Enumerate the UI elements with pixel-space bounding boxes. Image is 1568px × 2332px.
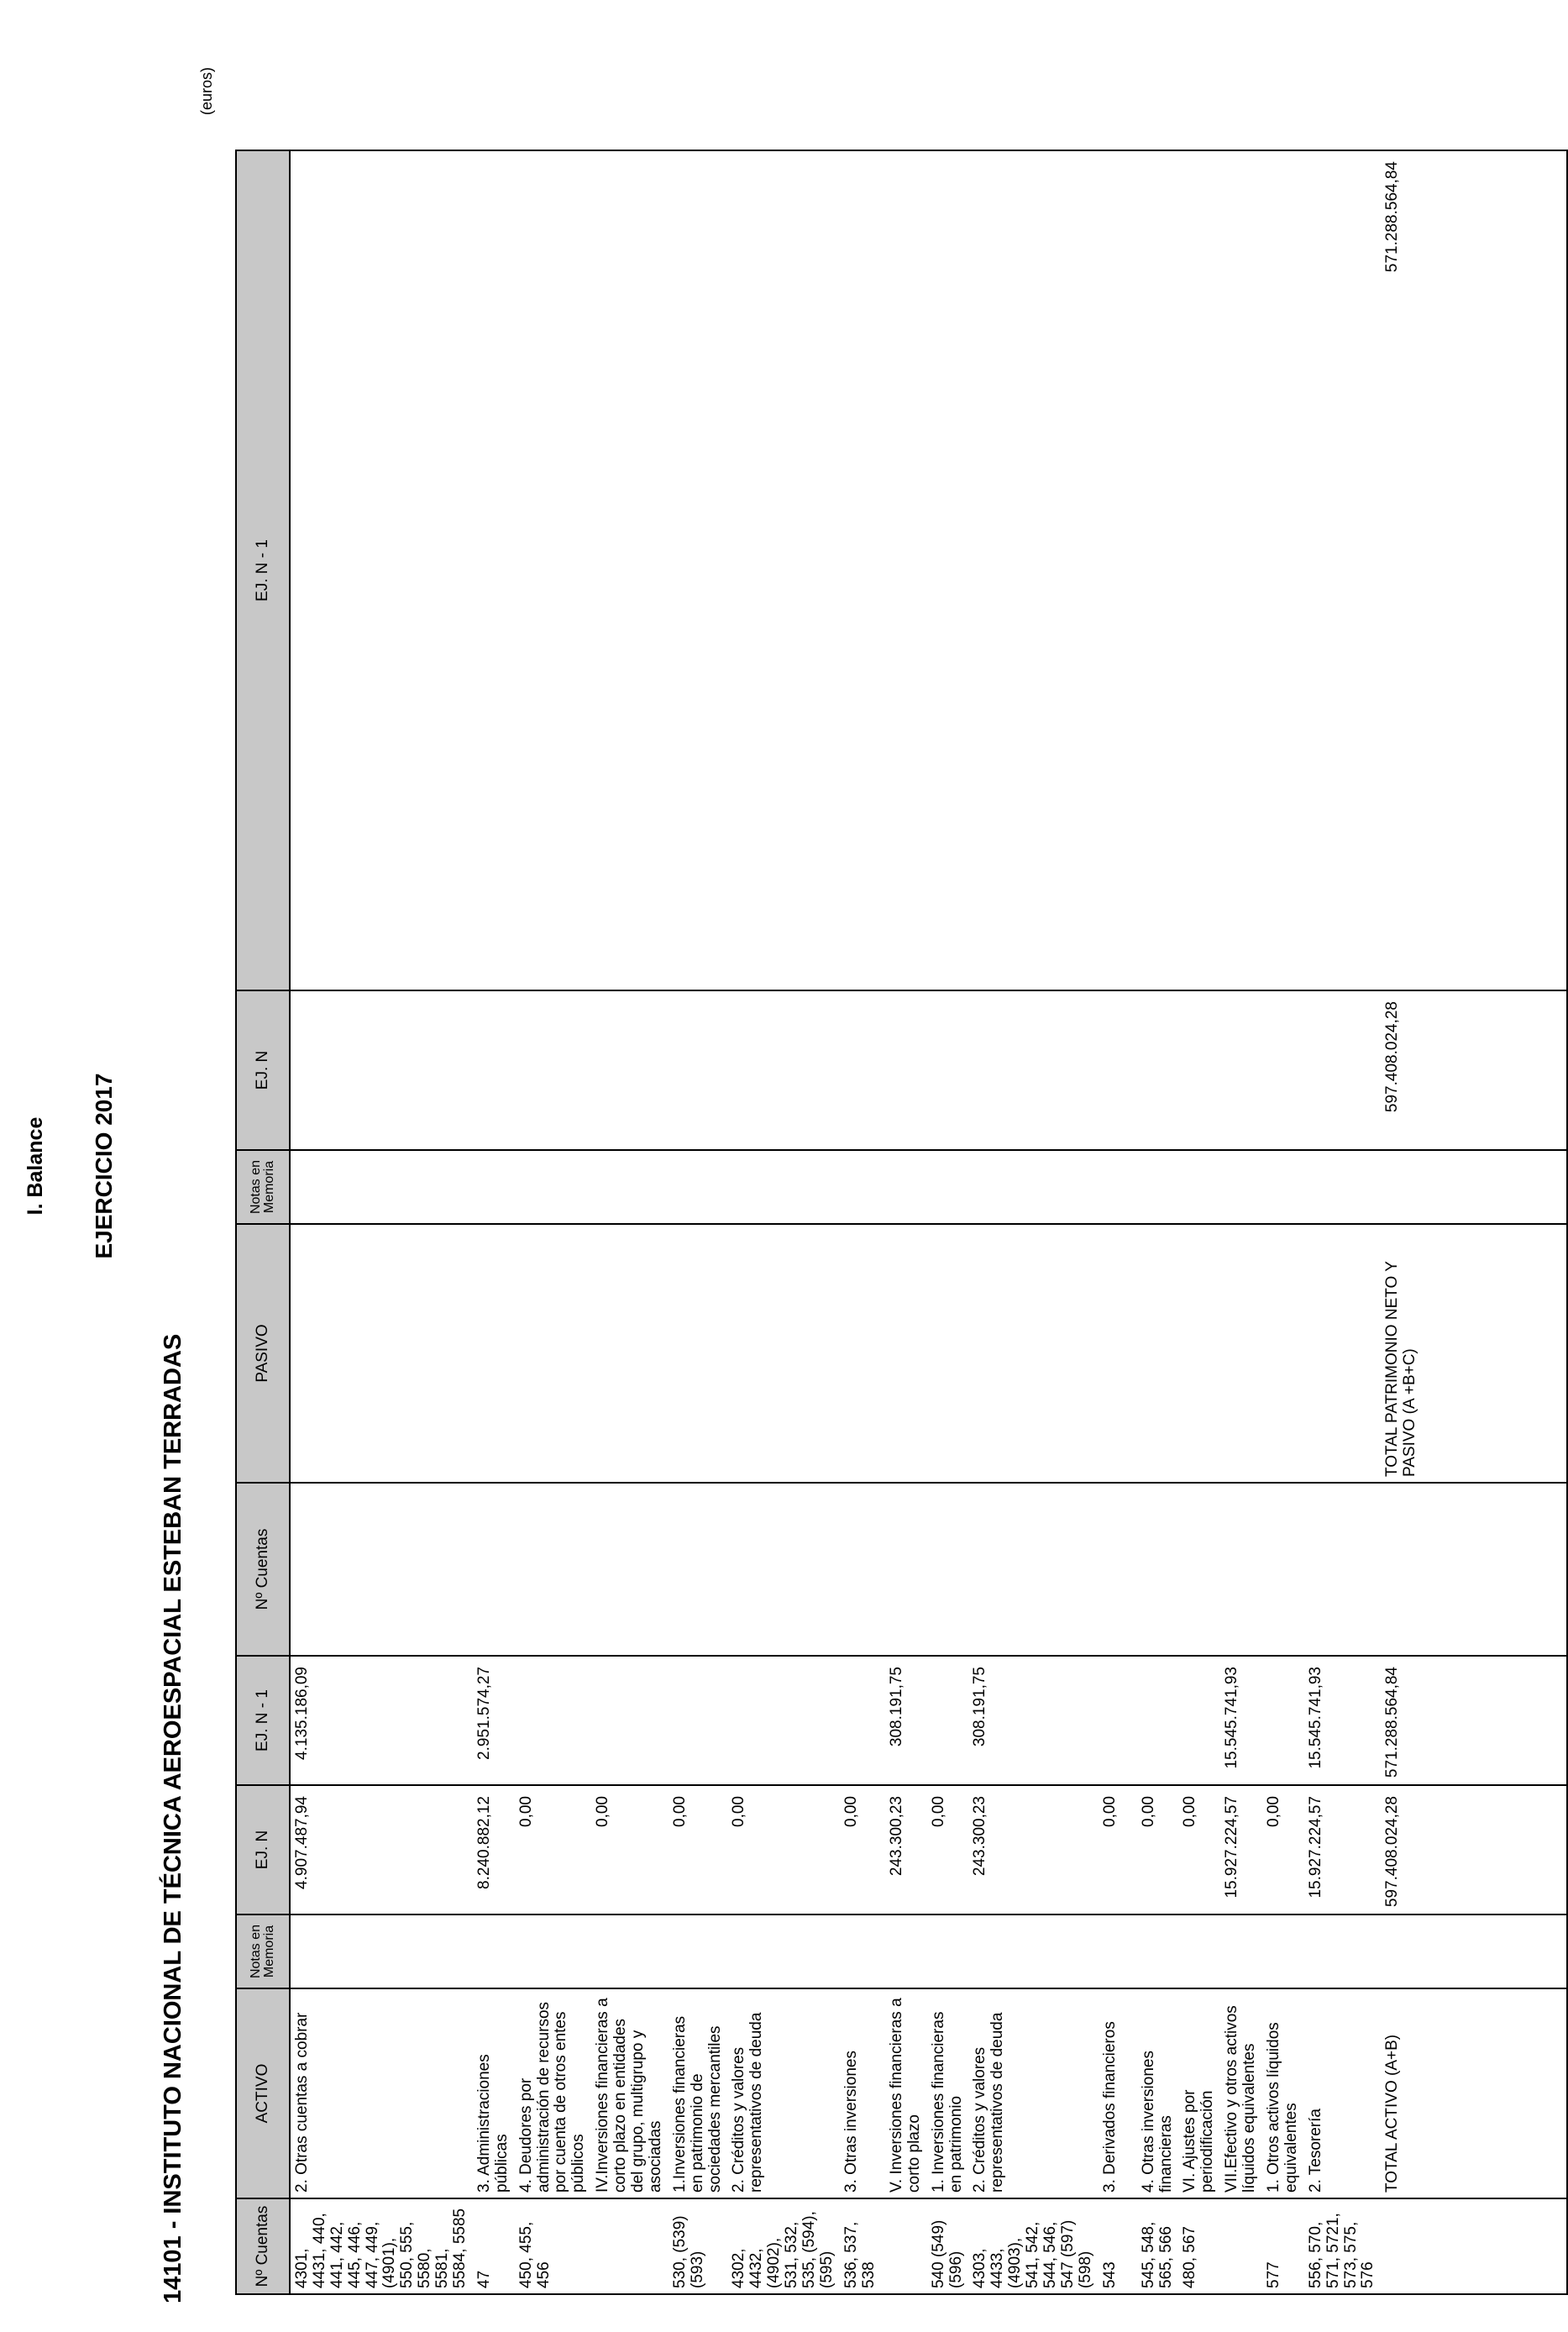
fiscal-year-title: EJERCICIO 2017 (91, 1073, 117, 1259)
cell-notas (1220, 1914, 1262, 1988)
cell-notas (473, 1914, 515, 1988)
cell-ej-n: 8.240.882,12 (473, 1785, 515, 1914)
cell-ej-n1-pasivo (1099, 150, 1137, 990)
cell-cuentas: 47 (473, 2198, 515, 2294)
cell-cuentas: 540 (549) (596) (927, 2198, 969, 2294)
cell-notas (290, 1914, 473, 1988)
cell-activo: 3. Administraciones públicas (473, 1988, 515, 2198)
cell-notas-pasivo (727, 1150, 839, 1224)
header-pasivo: PASIVO (236, 1224, 290, 1483)
cell-activo: 4. Deudores por administración de recursos por cuenta de otros entes públicos (515, 1988, 592, 2198)
cell-notas (1137, 1914, 1179, 1988)
cell-ej-n: 597.408.024,28 (1381, 1785, 1567, 1914)
cell-notas (1099, 1914, 1137, 1988)
cell-ej-n-pasivo (727, 990, 839, 1150)
cell-notas-pasivo (1262, 1150, 1304, 1224)
cell-notas (727, 1914, 839, 1988)
cell-ej-n-pasivo (473, 990, 515, 1150)
cell-cuentas: 543 (1099, 2198, 1137, 2294)
cell-ej-n1 (927, 1656, 969, 1785)
cell-ej-n1-pasivo: 571.288.564,84 (1381, 150, 1567, 990)
cell-pasivo (1262, 1224, 1304, 1483)
cell-cuentas-pasivo (727, 1483, 839, 1656)
table-row (669, 150, 728, 2294)
cell-notas-pasivo (1099, 1150, 1137, 1224)
cell-ej-n-pasivo (1099, 990, 1137, 1150)
cell-ej-n: 15.927.224,57 (1220, 1785, 1262, 1914)
cell-cuentas-pasivo (1381, 1483, 1567, 1656)
cell-ej-n1-pasivo (927, 150, 969, 990)
cell-notas (1304, 1914, 1382, 1988)
cell-ej-n-pasivo (1262, 990, 1304, 1150)
cell-ej-n1-pasivo (840, 150, 885, 990)
cell-cuentas-pasivo (1137, 1483, 1179, 1656)
cell-pasivo (927, 1224, 969, 1483)
cell-ej-n1 (1178, 1656, 1220, 1785)
cell-ej-n-pasivo (840, 990, 885, 1150)
cell-cuentas: 577 (1262, 2198, 1304, 2294)
cell-ej-n1-pasivo (1137, 150, 1179, 990)
cell-cuentas-pasivo (968, 1483, 1098, 1656)
cell-activo: TOTAL ACTIVO (A+B) (1381, 1988, 1567, 2198)
cell-ej-n1 (1137, 1656, 1179, 1785)
section-title: I. Balance (24, 1116, 47, 1216)
cell-cuentas-pasivo (885, 1483, 927, 1656)
cell-ej-n1 (591, 1656, 669, 1785)
cell-ej-n: 0,00 (591, 1785, 669, 1914)
header-ej-n-pasivo: EJ. N (236, 990, 290, 1150)
cell-notas-pasivo (1178, 1150, 1220, 1224)
cell-notas-pasivo (290, 1150, 473, 1224)
cell-ej-n1-pasivo (1220, 150, 1262, 990)
cell-notas-pasivo (1304, 1150, 1382, 1224)
cell-cuentas: 556, 570, 571, 5721, 573, 575, 576 (1304, 2198, 1382, 2294)
cell-notas-pasivo (1137, 1150, 1179, 1224)
cell-ej-n: 0,00 (1262, 1785, 1304, 1914)
cell-activo: VI. Ajustes por periodificación (1178, 1988, 1220, 2198)
cell-notas-pasivo (473, 1150, 515, 1224)
cell-cuentas-pasivo (591, 1483, 669, 1656)
cell-notas (1178, 1914, 1220, 1988)
cell-cuentas-pasivo (1178, 1483, 1220, 1656)
cell-notas-pasivo (515, 1150, 592, 1224)
cell-ej-n1-pasivo (290, 150, 473, 990)
cell-cuentas: 545, 548, 565, 566 (1137, 2198, 1179, 2294)
cell-ej-n1: 15.545.741,93 (1304, 1656, 1382, 1785)
cell-ej-n1-pasivo (1178, 150, 1220, 990)
table-row (1304, 150, 1382, 2294)
cell-ej-n: 243.300,23 (968, 1785, 1098, 1914)
cell-pasivo (1304, 1224, 1382, 1483)
cell-ej-n1-pasivo (591, 150, 669, 990)
cell-notas (1381, 1914, 1567, 1988)
cell-cuentas-pasivo (669, 1483, 728, 1656)
cell-activo: 2. Otras cuentas a cobrar (290, 1988, 473, 2198)
header-cuentas: Nº Cuentas (236, 2198, 290, 2294)
cell-ej-n: 0,00 (1137, 1785, 1179, 1914)
cell-activo: 3. Otras inversiones (840, 1988, 885, 2198)
cell-pasivo (515, 1224, 592, 1483)
cell-cuentas-pasivo (1304, 1483, 1382, 1656)
cell-cuentas-pasivo (473, 1483, 515, 1656)
cell-ej-n-pasivo (1220, 990, 1262, 1150)
cell-pasivo (1099, 1224, 1137, 1483)
cell-cuentas-pasivo (1262, 1483, 1304, 1656)
cell-activo: 4. Otras inversiones financieras (1137, 1988, 1179, 2198)
cell-ej-n1-pasivo (727, 150, 839, 990)
cell-notas-pasivo (1381, 1150, 1567, 1224)
table-row (1099, 150, 1137, 2294)
cell-notas (591, 1914, 669, 1988)
cell-ej-n1: 2.951.574,27 (473, 1656, 515, 1785)
table-row (727, 150, 839, 2294)
cell-cuentas-pasivo (290, 1483, 473, 1656)
cell-notas-pasivo (840, 1150, 885, 1224)
cell-activo: 3. Derivados financieros (1099, 1988, 1137, 2198)
table-row (290, 150, 473, 2294)
cell-ej-n1 (515, 1656, 592, 1785)
cell-ej-n1 (1099, 1656, 1137, 1785)
cell-ej-n1 (727, 1656, 839, 1785)
cell-ej-n: 4.907.487,94 (290, 1785, 473, 1914)
cell-activo: 1.Inversiones financieras en patrimonio de sociedades mercantiles (669, 1988, 728, 2198)
cell-activo: 2. Créditos y valores representativos de deuda (727, 1988, 839, 2198)
table-row (473, 150, 515, 2294)
table-header-row (236, 150, 290, 2294)
cell-ej-n: 15.927.224,57 (1304, 1785, 1382, 1914)
table-row (591, 150, 669, 2294)
cell-ej-n1-pasivo (515, 150, 592, 990)
cell-ej-n-pasivo (1137, 990, 1179, 1150)
units-label: (euros) (198, 67, 215, 116)
cell-cuentas: 4302, 4432, (4902), 531, 532, 535, (594), (595) (727, 2198, 839, 2294)
cell-ej-n1-pasivo (968, 150, 1098, 990)
header-ej-n1: EJ. N - 1 (236, 1656, 290, 1785)
cell-ej-n-pasivo (968, 990, 1098, 1150)
cell-activo: IV.Inversiones financieras a corto plazo en entidades del grupo, multigrupo y asociadas (591, 1988, 669, 2198)
cell-notas (1262, 1914, 1304, 1988)
cell-pasivo (591, 1224, 669, 1483)
cell-ej-n1-pasivo (1262, 150, 1304, 990)
cell-notas-pasivo (885, 1150, 927, 1224)
cell-cuentas: 480, 567 (1178, 2198, 1220, 2294)
cell-pasivo (1137, 1224, 1179, 1483)
header-activo: ACTIVO (236, 1988, 290, 2198)
balance-table (235, 150, 1568, 2295)
cell-ej-n: 0,00 (840, 1785, 885, 1914)
cell-cuentas (1381, 2198, 1567, 2294)
cell-ej-n-pasivo: 597.408.024,28 (1381, 990, 1567, 1150)
cell-notas-pasivo (1220, 1150, 1262, 1224)
table-body (290, 150, 1567, 2294)
header-ej-n: EJ. N (236, 1785, 290, 1914)
cell-notas (515, 1914, 592, 1988)
cell-pasivo (1220, 1224, 1262, 1483)
cell-ej-n-pasivo (591, 990, 669, 1150)
table-row (1381, 150, 1567, 2294)
cell-cuentas-pasivo (1099, 1483, 1137, 1656)
header-notas-pasivo: Notas en Memoria (236, 1150, 290, 1224)
cell-ej-n: 0,00 (927, 1785, 969, 1914)
cell-activo: 2. Tesorería (1304, 1988, 1382, 2198)
cell-notas (968, 1914, 1098, 1988)
table-row (968, 150, 1098, 2294)
cell-notas (885, 1914, 927, 1988)
cell-ej-n-pasivo (927, 990, 969, 1150)
table-row (840, 150, 885, 2294)
cell-ej-n: 243.300,23 (885, 1785, 927, 1914)
cell-ej-n: 0,00 (515, 1785, 592, 1914)
cell-notas-pasivo (968, 1150, 1098, 1224)
cell-ej-n-pasivo (290, 990, 473, 1150)
cell-ej-n1-pasivo (1304, 150, 1382, 990)
cell-notas (669, 1914, 728, 1988)
cell-pasivo (727, 1224, 839, 1483)
cell-ej-n1 (669, 1656, 728, 1785)
cell-activo: 1. Otros activos líquidos equivalentes (1262, 1988, 1304, 2198)
table-row (885, 150, 927, 2294)
cell-ej-n1-pasivo (885, 150, 927, 990)
cell-notas-pasivo (669, 1150, 728, 1224)
cell-ej-n1: 15.545.741,93 (1220, 1656, 1262, 1785)
cell-ej-n: 0,00 (1178, 1785, 1220, 1914)
cell-ej-n1: 571.288.564,84 (1381, 1656, 1567, 1785)
cell-ej-n-pasivo (515, 990, 592, 1150)
cell-pasivo (885, 1224, 927, 1483)
cell-ej-n1: 4.135.186,09 (290, 1656, 473, 1785)
cell-cuentas: 4301, 4431, 440, 441, 442, 445, 446, 447, 449, (4901), 550, 555, 5580, 5581, 5584, 5585 (290, 2198, 473, 2294)
cell-ej-n1: 308.191,75 (885, 1656, 927, 1785)
cell-activo: V. Inversiones financieras a corto plazo (885, 1988, 927, 2198)
table-row (515, 150, 592, 2294)
cell-ej-n-pasivo (1178, 990, 1220, 1150)
cell-ej-n-pasivo (669, 990, 728, 1150)
cell-pasivo (473, 1224, 515, 1483)
cell-cuentas-pasivo (1220, 1483, 1262, 1656)
cell-cuentas (885, 2198, 927, 2294)
cell-cuentas-pasivo (515, 1483, 592, 1656)
header-cuentas-pasivo: Nº Cuentas (236, 1483, 290, 1656)
header-ej-n1-pasivo: EJ. N - 1 (236, 150, 290, 990)
cell-cuentas: 536, 537, 538 (840, 2198, 885, 2294)
cell-ej-n-pasivo (1304, 990, 1382, 1150)
table-row (1137, 150, 1179, 2294)
cell-ej-n1-pasivo (669, 150, 728, 990)
cell-activo: VII.Efectivo y otros activos líquidos equivalentes (1220, 1988, 1262, 2198)
cell-ej-n1 (840, 1656, 885, 1785)
cell-pasivo: TOTAL PATRIMONIO NETO Y PASIVO (A +B+C) (1381, 1224, 1567, 1483)
cell-activo: 2. Créditos y valores representativos de deuda (968, 1988, 1098, 2198)
cell-ej-n: 0,00 (1099, 1785, 1137, 1914)
cell-cuentas-pasivo (840, 1483, 885, 1656)
cell-ej-n-pasivo (885, 990, 927, 1150)
cell-ej-n1 (1262, 1656, 1304, 1785)
entity-title: 14101 - INSTITUTO NACIONAL DE TÉCNICA AEROESPACIAL ESTEBAN TERRADAS (160, 1333, 186, 2303)
table-row (1220, 150, 1262, 2294)
cell-ej-n: 0,00 (669, 1785, 728, 1914)
cell-notas (927, 1914, 969, 1988)
cell-cuentas: 530, (539) (593) (669, 2198, 728, 2294)
cell-pasivo (669, 1224, 728, 1483)
cell-cuentas (1220, 2198, 1262, 2294)
cell-cuentas-pasivo (927, 1483, 969, 1656)
cell-activo: 1. Inversiones financieras en patrimonio (927, 1988, 969, 2198)
cell-notas-pasivo (927, 1150, 969, 1224)
cell-cuentas: 4303, 4433, (4903), 541, 542, 544, 546, 547 (597) (598) (968, 2198, 1098, 2294)
header-notas: Notas en Memoria (236, 1914, 290, 1988)
cell-pasivo (290, 1224, 473, 1483)
table-row (927, 150, 969, 2294)
cell-ej-n: 0,00 (727, 1785, 839, 1914)
cell-ej-n1: 308.191,75 (968, 1656, 1098, 1785)
cell-cuentas (591, 2198, 669, 2294)
cell-cuentas: 450, 455, 456 (515, 2198, 592, 2294)
cell-notas (840, 1914, 885, 1988)
table-row (1262, 150, 1304, 2294)
cell-pasivo (1178, 1224, 1220, 1483)
cell-ej-n1-pasivo (473, 150, 515, 990)
cell-pasivo (840, 1224, 885, 1483)
table-row (1178, 150, 1220, 2294)
cell-pasivo (968, 1224, 1098, 1483)
cell-notas-pasivo (591, 1150, 669, 1224)
